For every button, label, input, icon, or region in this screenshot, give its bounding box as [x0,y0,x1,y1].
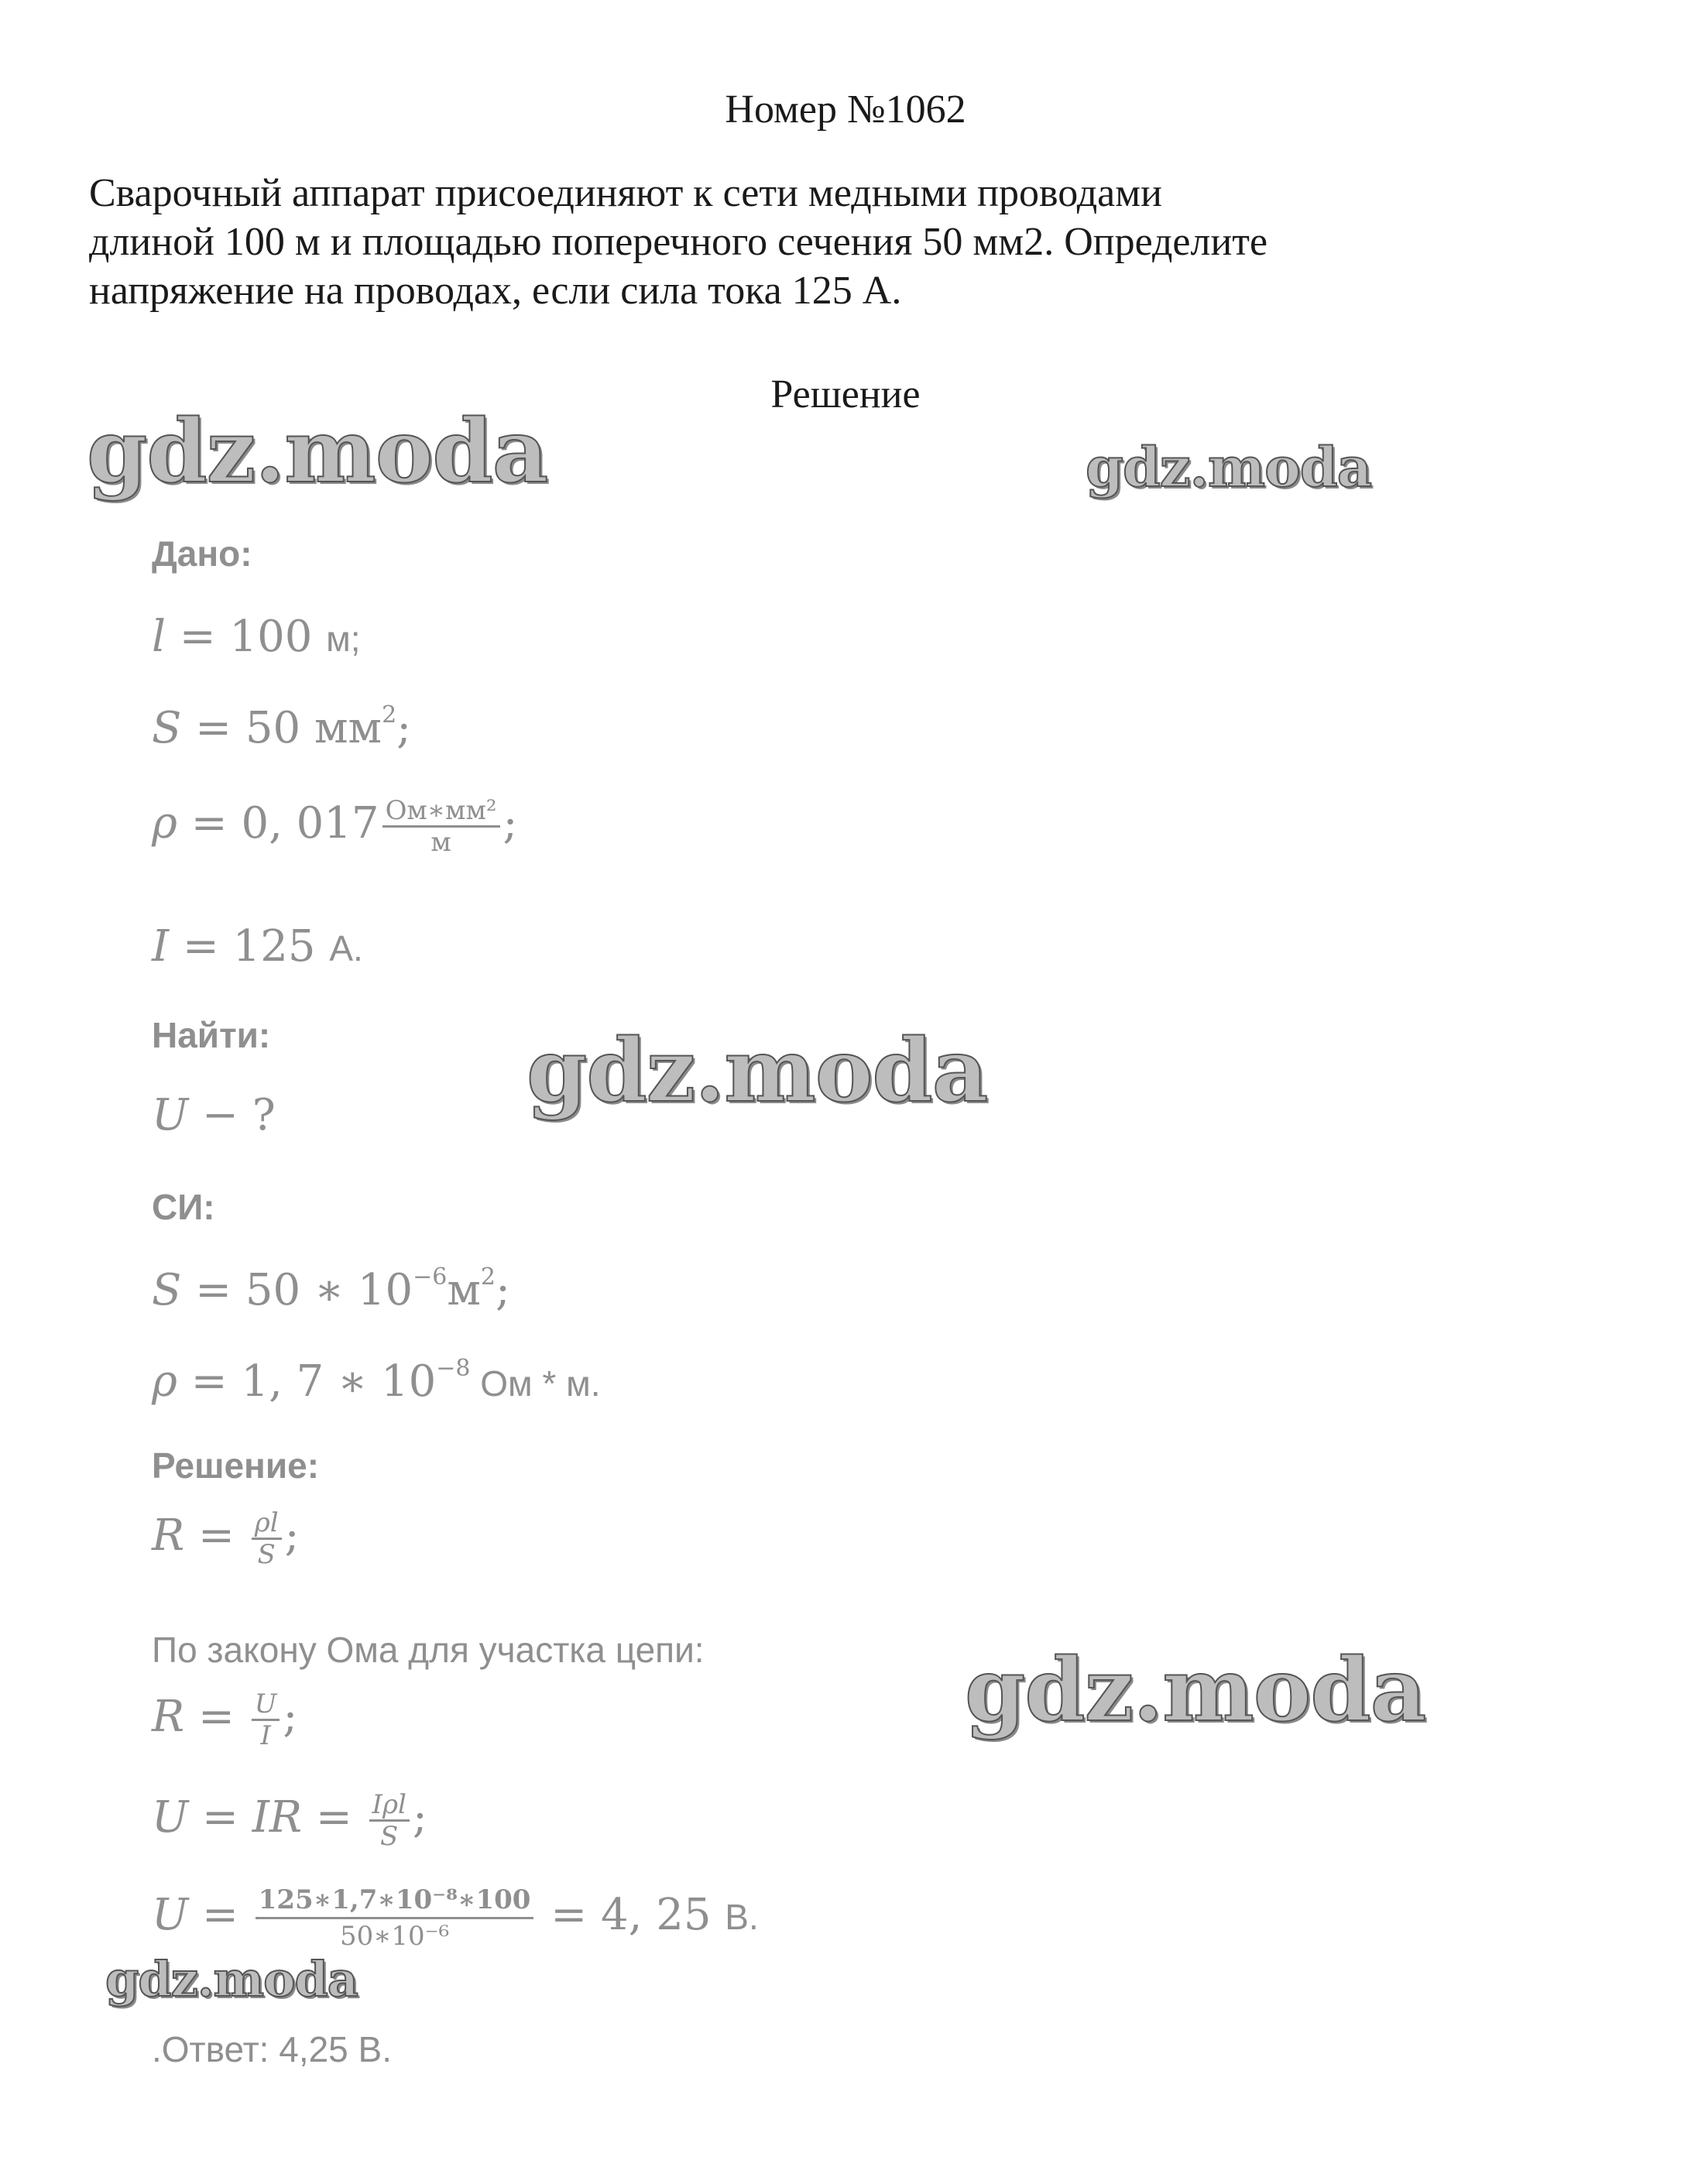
unit: В. [725,1897,759,1937]
var-I: I [152,921,170,972]
denominator: S [380,1821,399,1852]
denominator: м [430,827,451,858]
given-heading: Дано: [152,533,252,574]
fraction [252,1689,280,1750]
exponent: 2 [480,1263,496,1291]
fraction [256,1883,534,1953]
solution-heading: Решение: [152,1445,320,1486]
page-title: Номер №1062 [725,87,966,132]
solution-title: Решение [770,372,921,417]
problem-line: напряжение на проводах, если сила тока 125 А. [89,269,902,313]
var-U: U [152,1792,189,1843]
denominator: 50∗10⁻⁶ [339,1921,450,1952]
problem-line: длиной 100 м и площадью поперечного сечения 50 мм2. Определите [89,220,1268,264]
watermark-logo: gdz.moda [527,1020,988,1122]
punct: ; [283,1692,298,1742]
unit: м; [326,619,361,659]
equals: = IR = [188,1792,366,1843]
exponent: −6 [413,1263,448,1291]
value: − ? [188,1090,276,1140]
given-current [152,921,363,972]
formula-voltage [152,1790,427,1851]
formula-resistance [152,1508,299,1569]
answer: .Ответ: 4,25 В. [152,2029,393,2069]
numerator: ρl [252,1508,282,1540]
given-area [152,701,411,753]
numerator: Iρl [369,1790,410,1822]
var-S: S [152,1265,182,1315]
result: = 4, 25 [537,1890,725,1940]
formula-ohm [152,1689,297,1750]
var-U: U [152,1090,189,1140]
var-rho: ρ [152,798,177,849]
watermark-logo: gdz.moda [87,401,548,502]
si-heading: СИ: [152,1187,215,1227]
ohm-law-text: По закону Ома для участка цепи: [152,1630,705,1670]
fraction [369,1790,410,1851]
formula-calculation [152,1883,759,1953]
value: = 50 ∗ 10 [181,1265,413,1315]
var-rho: ρ [152,1356,177,1407]
punct: ; [284,1510,300,1561]
problem-line: Сварочный аппарат присоединяют к сети медными проводами [89,171,1162,215]
var-R: R [152,1692,185,1742]
equals: = [184,1692,249,1742]
si-area [152,1263,510,1315]
punct: ; [412,1792,427,1843]
denominator: I [260,1720,271,1751]
watermark-logo: gdz.moda [1086,435,1372,499]
value: = 1, 7 ∗ 10 [177,1356,437,1407]
given-resistivity [152,796,517,857]
numerator: 125∗1,7∗10⁻⁸∗100 [256,1883,534,1919]
numerator: U [252,1689,280,1721]
si-resistivity [152,1355,601,1407]
fraction [252,1508,282,1569]
punct: ; [502,798,518,849]
var-S: S [152,703,182,753]
var-R: R [152,1510,185,1561]
unit: м [447,1265,481,1315]
var-U: U [152,1890,189,1940]
value: = 0, 017 [177,798,379,849]
find-heading: Найти: [152,1015,271,1055]
fraction [382,796,500,857]
find-voltage [152,1090,276,1140]
equals: = [188,1890,252,1940]
denominator: S [257,1539,276,1570]
value: = 50 мм [181,703,382,753]
unit: Ом * м. [470,1363,601,1404]
problem-statement [89,169,1560,315]
watermark-logo: gdz.moda [965,1640,1426,1741]
punct: ; [495,1265,510,1315]
watermark-logo: gdz.moda [105,1951,358,2007]
exponent: −8 [436,1355,471,1382]
var-l: l [152,612,166,662]
given-length [152,612,361,662]
punct: ; [396,703,412,753]
value: = 100 [165,612,327,662]
numerator: Ом∗мм² [382,796,500,828]
exponent: 2 [382,701,397,729]
unit: А. [329,928,363,969]
value: = 125 [169,921,330,972]
equals: = [184,1510,249,1561]
